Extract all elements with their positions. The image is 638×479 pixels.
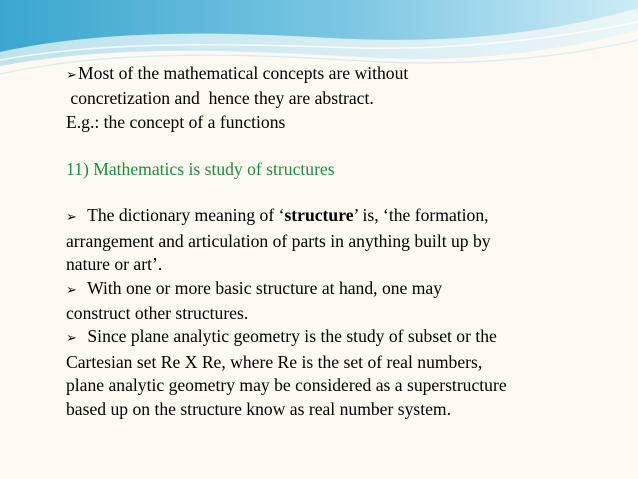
- paragraph-4-line-1: ➢ Since plane analytic geometry is the study of subset or the: [66, 325, 636, 350]
- paragraph-2-line-2: arrangement and articulation of parts in anything built up by: [66, 230, 491, 251]
- paragraph-4-line-2: Cartesian set Re X Re, where Re is the set of real numbers,: [66, 351, 483, 372]
- arrow-check-bullet-icon: ➢: [66, 210, 77, 226]
- arrow-check-bullet-icon: ➢: [66, 331, 77, 347]
- arrow-check-bullet-icon: ➢: [66, 68, 77, 83]
- paragraph-4-line-4: based up on the structure know as real number system.: [66, 398, 452, 419]
- slide-body: [66, 62, 636, 421]
- paragraph-1-line-2: concretization and hence they are abstract.: [66, 88, 374, 109]
- paragraph-3-line-1: ➢ With one or more basic structure at hand, one may: [66, 277, 636, 302]
- paragraph-4-line-3: plane analytic geometry may be considered as a superstructure: [66, 375, 507, 396]
- arrow-check-bullet-icon: ➢: [66, 282, 77, 298]
- paragraph-2-line-3: nature or art’.: [66, 254, 163, 275]
- paragraph-3-line-2: construct other structures.: [66, 303, 249, 324]
- paragraph-1-line-1: ➢Most of the mathematical concepts are without: [66, 62, 636, 87]
- keyword-structure: structure: [284, 205, 354, 226]
- section-heading: 11) Mathematics is study of structures: [66, 158, 335, 179]
- paragraph-2-line-1: ➢ The dictionary meaning of ‘structure’ is, ‘the formation,: [66, 204, 636, 229]
- spacer: [66, 181, 636, 204]
- paragraph-1-line-3: E.g.: the concept of a functions: [66, 111, 286, 132]
- spacer: [66, 134, 636, 157]
